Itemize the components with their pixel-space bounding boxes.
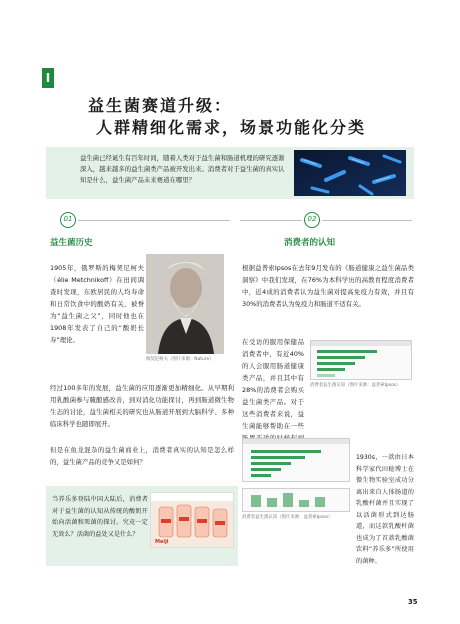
- product-logo: Meiji: [155, 539, 169, 545]
- section-2-rule-left: [240, 220, 302, 221]
- intro-paragraph: 益生菌已经诞生有百年时间，随着人类对于益生菌和肠道机理的研究逐渐深入，越来越多的益生菌类产品被开发出来。消费者对于益生菌的真实认知是什么，益生菌产品未来赛道在哪里？: [80, 154, 285, 184]
- section-2-title: 消费者的认知: [284, 238, 336, 248]
- section-1-paragraph-1: 1905年，俄罗斯的梅契尼柯夫（élie Metchnikoff）在田间调查时发现，东欧居民的人均寿命和日常饮食中的酸奶有关，被誉为“益生菌之父”，同时他也在1908年发表了自己的“酸奶长寿”理论。: [50, 264, 144, 344]
- section-1-paragraph-3: 但是在鱼龙混杂的益生菌商业上，消费者真实的认知是怎么样的，益生菌产品的竞争又是如何？: [50, 446, 234, 466]
- section-2-paragraph-1: 根据益普索Ipsos在去年9月发布的《肠道健康之益生菌品类洞察》中我们发现，在76%为本科学历的高教育程度消费者中，近4成的消费者认为益生菌对提高免疫力有效，并且有30%的消费者认为免疫力和肠道不适有关。: [242, 264, 414, 308]
- chart-caption-1: 消费者益生菌认知（图片来源：益普索Ipsos）: [310, 383, 401, 388]
- bacteria-image: [294, 150, 406, 196]
- section-1-paragraph-2: 经过100多年的发展，益生菌的应用逐渐更加精细化。从早期利用乳酸菌参与腌酿感改善，到对消化功能探讨，再到肠道微生物生态的讨论，益生菌相关的研究也从肠道开展到大脑科学、多种临床科学也随即展开。: [50, 384, 234, 428]
- chart-caption-2: 消费者益生菌认知（图片来源：益普索Ipsos）: [242, 515, 333, 520]
- section-1-rule: [78, 220, 230, 221]
- section-2-paragraph-3: 1930s，一款由日本科学家代田稔博士在微生物实验室成功分离出来自人体肠道的乳酸杆菌并且实现了以活菌形式到达肠道，而这款乳酸杆菌也成为了首款乳酸菌饮料“养乐多”所使用的菌种。: [356, 454, 414, 565]
- page-number: 35: [408, 598, 418, 606]
- portrait-caption: 梅契尼柯夫（图片来源：Nature）: [146, 357, 214, 362]
- section-1-number-icon: 01: [60, 212, 76, 228]
- survey-chart-1: [310, 340, 412, 380]
- section-2-number-icon: 02: [304, 212, 320, 228]
- headline-line-1: 益生菌赛道升级：: [88, 96, 233, 115]
- portrait-photo: [146, 254, 224, 354]
- pull-quote: 当养乐多登陆中国大陆后，消费者对于益生菌的认知从传统的酸奶开始向活菌和死菌的探讨。究竟一定无效么？活菌的益处又是什么？: [52, 496, 148, 538]
- headline-line-2: 人群精细化需求，场景功能化分类: [96, 118, 367, 137]
- survey-chart-3: [242, 488, 350, 512]
- section-marker: I: [42, 68, 54, 88]
- section-2-paragraph-2a: 在受访的服用保健品消费者中，有近40%的人会服用肠道健康类产品，并且其中有28%的消费者会购买益生菌类产品。对于这些消费者来说，益生菌能够帮助在一些: [242, 338, 304, 430]
- section-2-rule-right: [322, 220, 412, 221]
- section-1-title: 益生菌历史: [50, 238, 93, 248]
- survey-chart-2: [242, 438, 350, 482]
- product-image: [150, 492, 234, 548]
